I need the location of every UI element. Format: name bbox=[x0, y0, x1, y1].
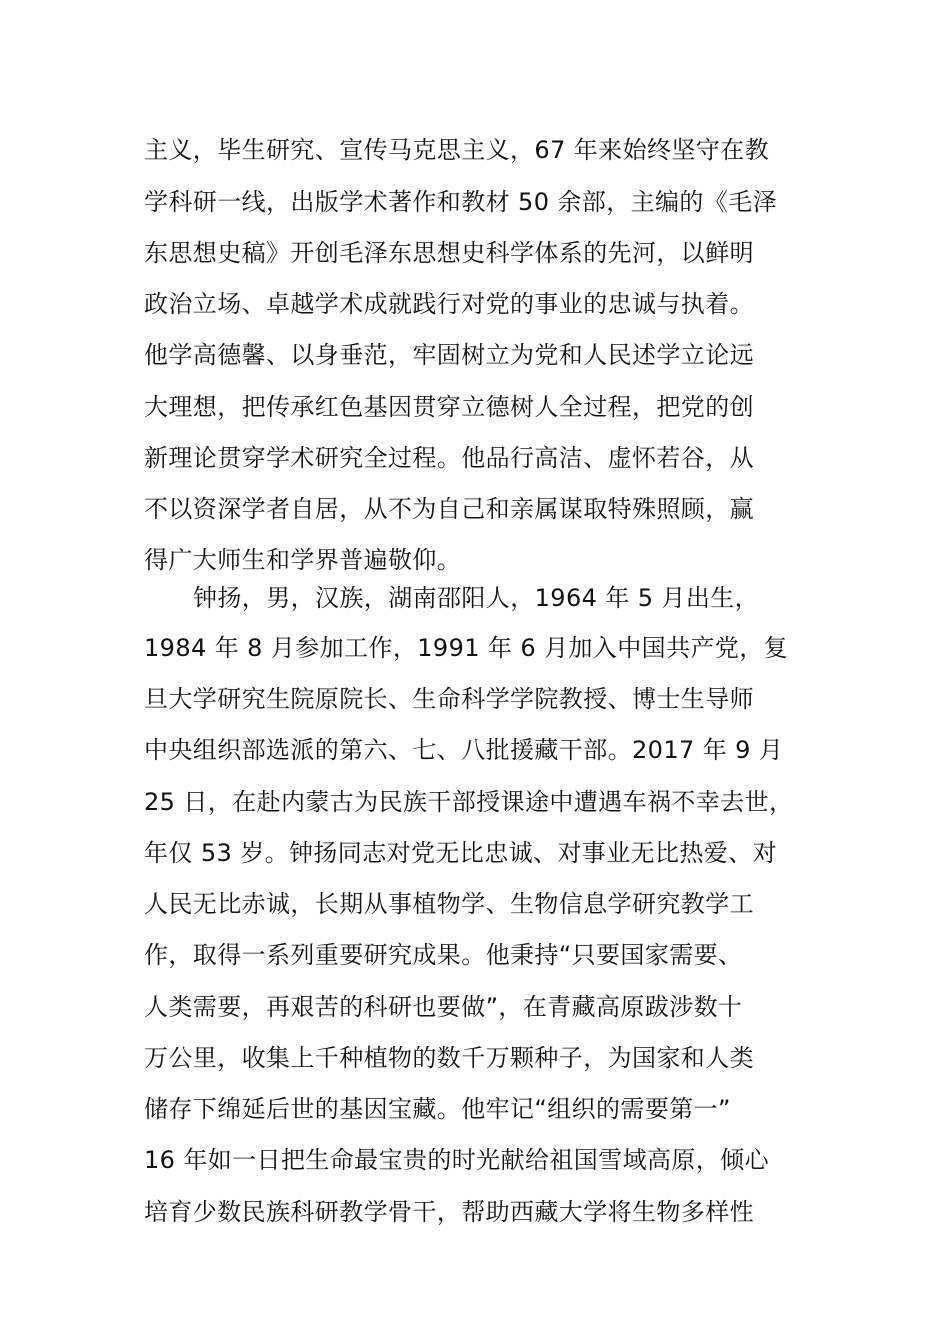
text-line: 培育少数民族科研教学骨干，帮助西藏大学将生物多样性 bbox=[144, 1198, 754, 1226]
text-line: 25 日，在赴内蒙古为民族干部授课途中遭遇车祸不幸去世， bbox=[144, 788, 794, 816]
text-line: 人民无比赤诚，长期从事植物学、生物信息学研究教学工 bbox=[144, 890, 754, 918]
text-line: 万公里，收集上千种植物的数千万颗种子，为国家和人类 bbox=[144, 1044, 754, 1072]
text-line: 得广大师生和学界普遍敬仰。 bbox=[144, 546, 462, 574]
text-line: 储存下绵延后世的基因宝藏。他牢记“组织的需要第一” bbox=[144, 1095, 731, 1123]
text-line: 作，取得一系列重要研究成果。他秉持“只要国家需要、 bbox=[144, 941, 743, 969]
text-line: 政治立场、卓越学术成就践行对党的事业的忠诚与执着。 bbox=[144, 290, 754, 318]
text-line: 中央组织部选派的第六、七、八批援藏干部。2017 年 9 月 bbox=[144, 736, 784, 764]
text-line: 1984 年 8 月参加工作，1991 年 6 月加入中国共产党，复 bbox=[144, 634, 789, 662]
text-line: 钟扬，男，汉族，湖南邵阳人，1964 年 5 月出生， bbox=[193, 584, 760, 612]
text-line: 主义，毕生研究、宣传马克思主义，67 年来始终坚守在教 bbox=[144, 136, 769, 164]
text-line: 大理想，把传承红色基因贯穿立德树人全过程，把党的创 bbox=[144, 393, 754, 421]
text-line: 年仅 53 岁。钟扬同志对党无比忠诚、对事业无比热爱、对 bbox=[144, 839, 777, 867]
text-line: 新理论贯穿学术研究全过程。他品行高洁、虚怀若谷，从 bbox=[144, 444, 754, 472]
text-line: 东思想史稿》开创毛泽东思想史科学体系的先河，以鲜明 bbox=[144, 239, 754, 267]
text-line: 不以资深学者自居，从不为自己和亲属谋取特殊照顾，赢 bbox=[144, 495, 754, 523]
text-line: 16 年如一日把生命最宝贵的时光献给祖国雪域高原，倾心 bbox=[144, 1146, 769, 1174]
text-line: 他学高德馨、以身垂范，牢固树立为党和人民述学立论远 bbox=[144, 341, 754, 369]
text-line: 旦大学研究生院原院长、生命科学学院教授、博士生导师 bbox=[144, 685, 754, 713]
text-line: 人类需要，再艰苦的科研也要做”，在青藏高原跋涉数十 bbox=[144, 993, 743, 1021]
text-line: 学科研一线，出版学术著作和教材 50 余部，主编的《毛泽 bbox=[144, 188, 777, 216]
